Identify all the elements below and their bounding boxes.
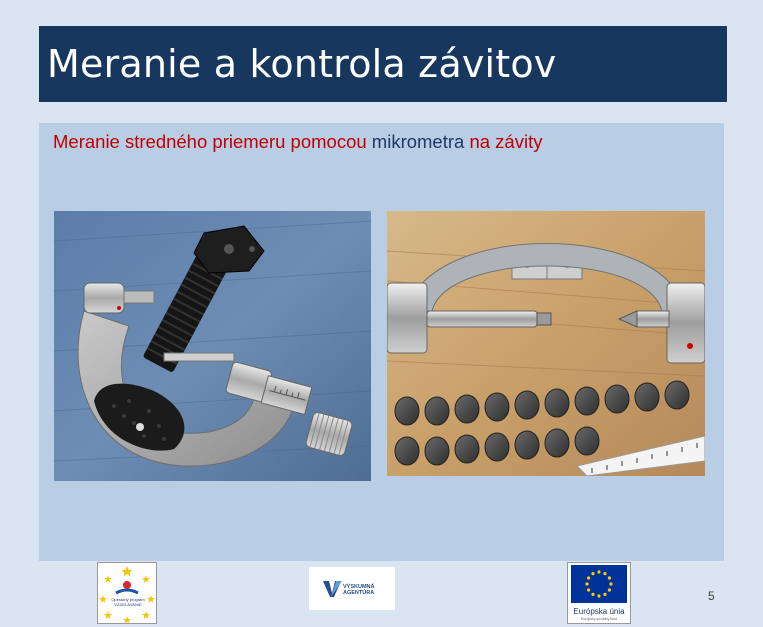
- content-area: [39, 123, 724, 561]
- eu-flag-icon: [568, 563, 630, 605]
- page-number: 5: [708, 589, 715, 603]
- title-bar: [39, 26, 727, 102]
- subtitle-part-2: mikrometra: [371, 131, 465, 152]
- eu-sublabel: Európsky sociálny fond: [581, 617, 617, 621]
- thread-tips-image: [387, 211, 705, 476]
- subtitle-part-3: na závity: [464, 131, 543, 152]
- slide-subtitle: [53, 131, 542, 153]
- va-logo-text: [343, 584, 374, 596]
- eu-logo: [567, 562, 631, 624]
- vyskumna-agentura-logo: [309, 567, 395, 610]
- subtitle-part-1: Meranie stredného priemeru pomocou: [53, 131, 372, 152]
- eu-label: Európska únia: [573, 607, 625, 616]
- micrometer-image: [54, 211, 371, 481]
- micrometer-photo: [54, 211, 371, 481]
- thread-tips-photo: [387, 211, 705, 476]
- op-logo-text: Operačný program VZDELÁVANIE: [111, 597, 145, 607]
- op-logo-graphic: [98, 563, 156, 623]
- va-line-2: AGENTÚRA: [343, 590, 375, 596]
- slide-title: Meranie a kontrola závitov: [47, 42, 557, 86]
- va-line-1: VÝSKUMNÁ: [343, 584, 375, 590]
- op-vzdelavanie-logo: [97, 562, 157, 624]
